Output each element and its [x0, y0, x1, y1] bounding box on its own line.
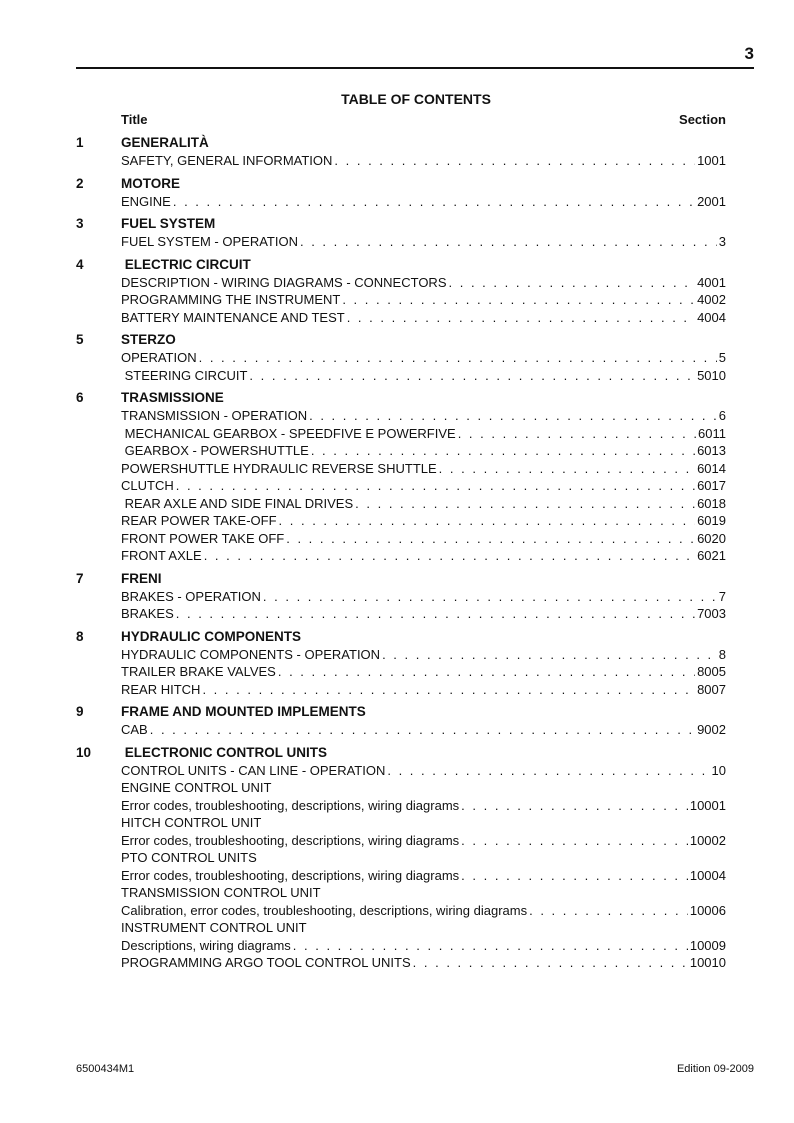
entry-section-number: 9002	[697, 722, 726, 737]
column-header-title: Title	[121, 112, 148, 127]
entry-section-number: 6018	[697, 495, 726, 511]
toc-entry	[76, 832, 726, 850]
entry-section-number: 10001	[689, 797, 726, 813]
toc-entry	[76, 902, 726, 920]
entry-section-number: 6	[718, 408, 726, 423]
entry-section-number: 7003	[697, 606, 726, 621]
entry-section-number: 1001	[697, 153, 726, 168]
entry-section-number: 10010	[689, 955, 726, 970]
dot-leader	[458, 425, 696, 443]
toc-entry	[76, 588, 726, 606]
toc-entry	[76, 762, 726, 780]
entry-section-number: 2001	[697, 193, 726, 209]
page-number: 3	[744, 44, 754, 63]
toc-title: TABLE OF CONTENTS	[341, 91, 491, 107]
entry-section-number: 3	[718, 234, 726, 249]
entry-label: Descriptions, wiring diagrams	[121, 937, 291, 953]
toc-entry	[76, 460, 726, 478]
entry-section-number: 10004	[689, 867, 726, 883]
section-number: 7	[76, 570, 84, 586]
section-heading	[76, 703, 726, 721]
toc-entry	[76, 937, 726, 955]
dot-leader	[413, 954, 688, 972]
toc-entry	[76, 152, 726, 170]
section-heading	[76, 256, 726, 274]
dot-leader	[202, 681, 695, 699]
entry-label: ENGINE	[121, 193, 171, 209]
entry-label: FRONT AXLE	[121, 548, 202, 563]
section-title: FUEL SYSTEM	[121, 216, 216, 231]
subsection-heading: HITCH CONTROL UNIT	[121, 815, 262, 830]
dot-leader	[311, 442, 695, 460]
section-heading	[76, 389, 726, 407]
dot-leader	[309, 407, 717, 425]
column-header-section: Section	[679, 112, 726, 127]
toc-entry	[76, 663, 726, 681]
toc-entry	[76, 193, 726, 211]
dot-leader	[279, 512, 696, 530]
dot-leader	[150, 721, 695, 739]
toc-list	[76, 134, 726, 972]
entry-section-number: 8005	[697, 664, 726, 679]
toc-entry	[76, 309, 726, 327]
entry-label: Calibration, error codes, troubleshooting, descriptions, wiring diagrams	[121, 902, 528, 918]
toc-entry	[76, 291, 726, 309]
entry-section-number: 7	[718, 588, 726, 604]
toc-entry	[76, 721, 726, 739]
dot-leader	[387, 762, 709, 780]
entry-section-number: 6017	[697, 478, 726, 493]
dot-leader	[342, 291, 695, 309]
section-number: 9	[76, 704, 84, 719]
entry-label: CONTROL UNITS - CAN LINE - OPERATION	[121, 762, 386, 778]
entry-section-number: 8	[718, 646, 726, 662]
toc-entry	[76, 442, 726, 460]
dot-leader	[334, 152, 695, 170]
dot-leader	[449, 274, 696, 292]
dot-leader	[461, 797, 688, 815]
section-title: MOTORE	[121, 175, 181, 191]
section-title: ELECTRONIC CONTROL UNITS	[121, 744, 328, 760]
section-number: 5	[76, 332, 84, 347]
entry-section-number: 6013	[697, 443, 726, 458]
toc-entry	[76, 367, 726, 385]
dot-leader	[439, 460, 695, 478]
entry-label: REAR HITCH	[121, 681, 201, 697]
entry-section-number: 6020	[697, 530, 726, 546]
dot-leader	[286, 530, 695, 548]
section-heading	[76, 570, 726, 588]
section-heading	[76, 628, 726, 646]
entry-section-number: 4002	[697, 292, 726, 307]
entry-label: FRONT POWER TAKE OFF	[121, 530, 285, 546]
section-heading	[76, 134, 726, 152]
toc-entry	[76, 495, 726, 513]
entry-section-number: 10006	[689, 902, 726, 918]
entry-section-number: 6014	[697, 460, 726, 476]
dot-leader	[300, 233, 717, 251]
dot-leader	[278, 663, 695, 681]
dot-leader	[263, 588, 717, 606]
entry-section-number: 10	[711, 762, 726, 778]
entry-label: Error codes, troubleshooting, descriptions, wiring diagrams	[121, 832, 460, 848]
section-title: GENERALITÀ	[121, 135, 209, 150]
toc-entry	[76, 681, 726, 699]
document-code: 6500434M1	[76, 1063, 135, 1075]
section-number: 1	[76, 135, 84, 150]
entry-label: DESCRIPTION - WIRING DIAGRAMS - CONNECTORS	[121, 274, 447, 290]
dot-leader	[382, 646, 717, 664]
section-number: 4	[76, 256, 84, 272]
entry-label: MECHANICAL GEARBOX - SPEEDFIVE E POWERFIVE	[121, 425, 456, 441]
toc-entry	[76, 797, 726, 815]
entry-label: BATTERY MAINTENANCE AND TEST	[121, 309, 345, 325]
section-title: FRENI	[121, 570, 162, 586]
dot-leader	[461, 867, 688, 885]
dot-leader	[461, 832, 688, 850]
entry-section-number: 5010	[697, 367, 726, 383]
entry-label: HYDRAULIC COMPONENTS - OPERATION	[121, 646, 381, 662]
entry-label: STEERING CIRCUIT	[121, 367, 248, 383]
entry-label: TRANSMISSION - OPERATION	[121, 408, 308, 423]
section-number: 6	[76, 390, 84, 405]
dot-leader	[173, 193, 695, 211]
entry-label: Error codes, troubleshooting, descriptions, wiring diagrams	[121, 797, 460, 813]
entry-label: CLUTCH	[121, 478, 174, 493]
entry-label: BRAKES - OPERATION	[121, 588, 261, 604]
dot-leader	[347, 309, 695, 327]
section-title: ELECTRIC CIRCUIT	[121, 256, 251, 272]
entry-label: PROGRAMMING ARGO TOOL CONTROL UNITS	[121, 955, 411, 970]
entry-section-number: 4004	[697, 309, 726, 325]
toc-entry	[76, 547, 726, 565]
section-number: 2	[76, 175, 84, 191]
entry-label: Error codes, troubleshooting, descriptions, wiring diagrams	[121, 867, 460, 883]
toc-entry	[76, 425, 726, 443]
entry-section-number: 10002	[689, 832, 726, 848]
section-title: HYDRAULIC COMPONENTS	[121, 628, 302, 644]
dot-leader	[176, 605, 695, 623]
entry-label: SAFETY, GENERAL INFORMATION	[121, 153, 333, 168]
toc-entry	[76, 867, 726, 885]
toc-entry	[76, 646, 726, 664]
entry-label: PROGRAMMING THE INSTRUMENT	[121, 292, 341, 307]
header-rule	[76, 67, 754, 69]
entry-section-number: 4001	[697, 274, 726, 290]
entry-section-number: 6019	[697, 513, 726, 528]
entry-label: GEARBOX - POWERSHUTTLE	[121, 443, 309, 458]
dot-leader	[249, 367, 695, 385]
entry-section-number: 6021	[697, 548, 726, 563]
entry-label: REAR POWER TAKE-OFF	[121, 513, 277, 528]
entry-label: TRAILER BRAKE VALVES	[121, 664, 276, 679]
entry-label: OPERATION	[121, 350, 197, 365]
entry-section-number: 8007	[697, 681, 726, 697]
toc-entry	[76, 233, 726, 251]
entry-label: BRAKES	[121, 606, 174, 621]
entry-label: FUEL SYSTEM - OPERATION	[121, 234, 298, 249]
dot-leader	[355, 495, 695, 513]
toc-entry	[76, 407, 726, 425]
section-number: 3	[76, 216, 84, 231]
subsection-heading: PTO CONTROL UNITS	[121, 850, 257, 865]
section-title: STERZO	[121, 332, 176, 347]
section-heading	[76, 215, 726, 233]
entry-section-number: 5	[718, 350, 726, 365]
entry-label: REAR AXLE AND SIDE FINAL DRIVES	[121, 495, 354, 511]
section-heading	[76, 331, 726, 349]
subsection-heading: TRANSMISSION CONTROL UNIT	[121, 885, 321, 900]
section-number: 8	[76, 628, 84, 644]
entry-label: POWERSHUTTLE HYDRAULIC REVERSE SHUTTLE	[121, 460, 437, 476]
dot-leader	[204, 547, 695, 565]
toc-entry	[76, 954, 726, 972]
toc-entry	[76, 605, 726, 623]
toc-entry	[76, 349, 726, 367]
subsection-heading: INSTRUMENT CONTROL UNIT	[121, 920, 307, 935]
toc-entry	[76, 530, 726, 548]
entry-label: CAB	[121, 722, 148, 737]
edition-label: Edition 09-2009	[676, 1063, 754, 1075]
section-number: 10	[76, 744, 92, 760]
section-title: TRASMISSIONE	[121, 390, 224, 405]
section-heading	[76, 744, 726, 762]
toc-entry	[76, 477, 726, 495]
section-title: FRAME AND MOUNTED IMPLEMENTS	[121, 704, 366, 719]
dot-leader	[176, 477, 695, 495]
dot-leader	[529, 902, 688, 920]
subsection-heading: ENGINE CONTROL UNIT	[121, 780, 272, 795]
toc-entry	[76, 274, 726, 292]
entry-section-number: 6011	[698, 425, 726, 441]
toc-entry	[76, 512, 726, 530]
entry-section-number: 10009	[689, 937, 726, 953]
dot-leader	[293, 937, 688, 955]
dot-leader	[199, 349, 717, 367]
section-heading	[76, 175, 726, 193]
